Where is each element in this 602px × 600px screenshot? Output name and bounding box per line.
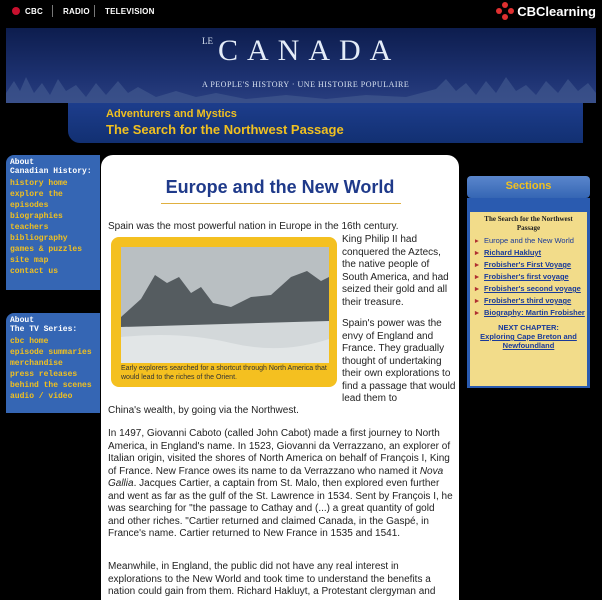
nav-cbc-link[interactable]: CBC — [25, 7, 43, 16]
cbc-gem-icon — [496, 2, 514, 20]
section-link[interactable]: ▸ Frobisher's First Voyage — [470, 260, 587, 269]
sidebar-item-cbc-home[interactable]: cbc home — [10, 337, 49, 346]
article-title: Europe and the New World — [165, 177, 395, 197]
logo-text-cbc: CBC — [517, 3, 546, 19]
sections-list — [470, 212, 587, 386]
cbc-learning-logo[interactable] — [496, 2, 596, 20]
sidebar-item-episode-summaries[interactable]: episode summaries — [10, 348, 92, 357]
banner-subtitle: A PEOPLE'S HISTORY · UNE HISTOIRE POPULAIRE — [202, 80, 410, 89]
sections-panel — [467, 198, 590, 388]
top-nav-bar — [0, 0, 602, 26]
section-link[interactable]: ▸ Europe and the New World — [470, 236, 587, 245]
section-link[interactable]: ▸ Frobisher's first voyage — [470, 272, 587, 281]
sidebar-history — [6, 155, 100, 290]
sidebar-item-merchandise[interactable]: merchandise — [10, 359, 63, 368]
sidebar-item-bibliography[interactable]: bibliography — [10, 234, 68, 243]
title-divider — [161, 203, 401, 204]
article-paragraph: Meanwhile, in England, the public did not have any real interest in explorations to the New World and took time to understand the benefits a nation could gain from them. Richard Hakluyt, a Protestant clergyman and — [108, 561, 436, 597]
article-panel — [101, 155, 459, 600]
banner-title: CANADA — [218, 34, 401, 67]
banner-le: LE — [202, 36, 213, 46]
sidebar-item-behind-scenes[interactable]: behind the scenes — [10, 381, 92, 390]
cbc-gem-icon — [12, 7, 20, 15]
nav-divider — [52, 5, 53, 17]
sidebar-item-contact-us[interactable]: contact us — [10, 267, 59, 276]
sidebar-history-heading: About Canadian History: — [10, 158, 92, 176]
section-link[interactable]: ▸ Frobisher's third voyage — [470, 296, 587, 305]
article-paragraph: Spain was the most powerful nation in Europe in the 16th century. — [108, 221, 399, 232]
sidebar-item-biographies[interactable]: biographies — [10, 212, 63, 221]
photo-caption: Early explorers searched for a shortcut through North America that would lead to the riches of the Orient. — [121, 365, 327, 381]
nav-divider — [94, 5, 95, 17]
logo-text-learning: learning — [545, 3, 596, 19]
episode-header — [68, 103, 583, 143]
section-link[interactable]: ▸ Frobisher's second voyage — [470, 284, 587, 293]
sidebar-item-history-home[interactable]: history home — [10, 179, 68, 188]
sidebar-item-press-releases[interactable]: press releases — [10, 370, 78, 379]
sidebar-item-site-map[interactable]: site map — [10, 256, 49, 265]
article-paragraph: In 1497, Giovanni Caboto (called John Cabot) made a first journey to North America, in England's name. In 1523, Giovanni da Verrazzano, an explorer of Italian origin, visited the shores of North America on behalf of François I, King of France. New France owes its name to da Verrazzano who named it Nova Gallia. Jacques Cartier, a captain from St. Malo, then explored even further and went as far as the gulf of the St. Lawrence in 1534. Sent by François I, he was searching for "the passage to Cathay and (...) a great quantity of gold and other riches. "Cartier returned and claimed Canada, in the Gaspé, in France's name. Cartier returned to New France in 1535 and 1541. — [108, 428, 453, 539]
sidebar-item-explore-episodes[interactable]: explore the episodes — [10, 190, 63, 210]
sidebar-item-teachers[interactable]: teachers — [10, 223, 49, 232]
photo-card — [111, 237, 337, 387]
next-chapter-link[interactable]: NEXT CHAPTER: Exploring Cape Breton and Newfoundland — [480, 323, 577, 350]
sidebar-item-games-puzzles[interactable]: games & puzzles — [10, 245, 83, 254]
arctic-landscape-image — [121, 247, 329, 363]
episode-series[interactable]: Adventurers and Mystics — [106, 108, 237, 120]
site-banner[interactable] — [6, 28, 596, 103]
section-link[interactable]: ▸ Richard Hakluyt — [470, 248, 587, 257]
article-paragraph: King Philip II had conquered the Aztecs, the native people of South America, and had seized their gold and all their treasure. — [342, 234, 449, 308]
sidebar-tv-series — [6, 313, 100, 413]
sidebar-tv-heading: About The TV Series: — [10, 316, 78, 334]
nav-radio-link[interactable]: RADIO — [63, 7, 90, 16]
sections-heading: The Search for the Northwest Passage — [484, 215, 573, 232]
article-paragraph: China's wealth, by going via the Northwest. — [108, 405, 299, 416]
article-paragraph: Spain's power was the envy of England and France. They gradually thought of undertaking their own explorations to find a passage that would lead them to — [342, 318, 456, 404]
section-link[interactable]: ▸ Biography: Martin Frobisher — [470, 308, 587, 317]
sidebar-item-audio-video[interactable]: audio / video — [10, 392, 73, 401]
nav-television-link[interactable]: TELEVISION — [105, 7, 155, 16]
sections-tab: Sections — [467, 176, 590, 198]
episode-title: The Search for the Northwest Passage — [106, 122, 344, 137]
